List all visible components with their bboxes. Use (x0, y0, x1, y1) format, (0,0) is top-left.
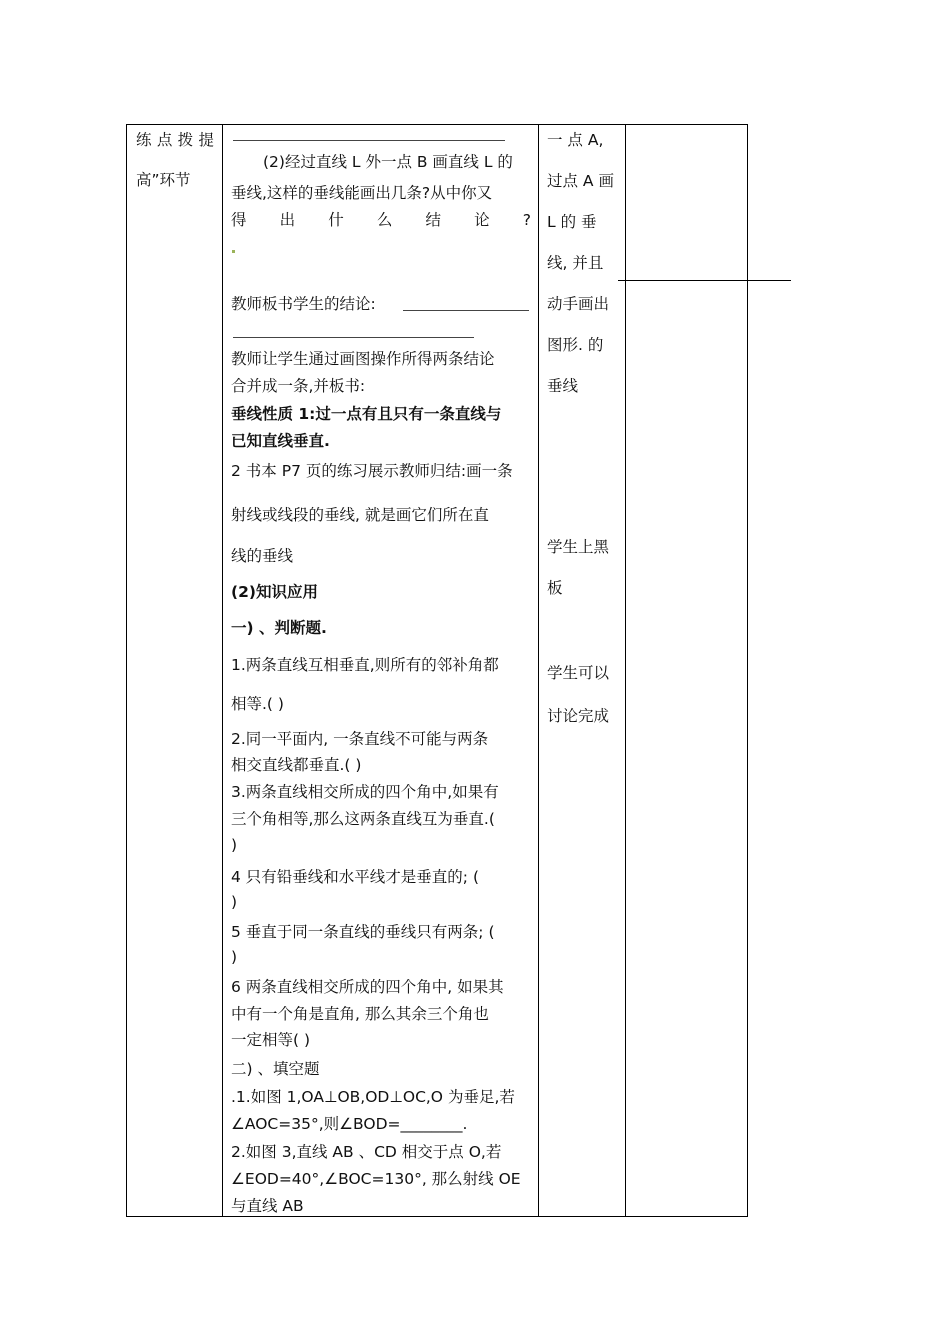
ink-speck (232, 250, 235, 253)
q2-line3: 得 出 什 么 结 论 ? (231, 211, 531, 229)
board-label: 教师板书学生的结论: (231, 295, 376, 313)
student-a-line5: 动手画出 (547, 295, 610, 313)
application-heading: (2)知识应用 (231, 583, 318, 601)
student-c-line1: 学生可以 (547, 664, 610, 682)
student-a-line7: 垂线 (547, 377, 579, 395)
student-a-line1: 一 点 A, (547, 131, 604, 149)
judge-item-1-cont: 相等.( ) (231, 695, 284, 713)
judge-item-3: 3.两条直线相交所成的四个角中,如果有 (231, 783, 499, 801)
judge-item-6-cont: 中有一个角是直角, 那么其余三个角也 (231, 1005, 489, 1023)
notes-cell (626, 125, 747, 1216)
practice-line1: 2 书本 P7 页的练习展示教师归结:画一条 (231, 462, 513, 480)
judge-item-4: 4 只有铅垂线和水平线才是垂直的; ( (231, 868, 479, 886)
judge-item-6: 6 两条直线相交所成的四个角中, 如果其 (231, 978, 504, 996)
fill-item-2: 2.如图 3,直线 AB 、CD 相交于点 O,若 (231, 1143, 502, 1161)
section-label-cell (127, 125, 222, 1216)
property-line1: 垂线性质 1:过一点有且只有一条直线与 (231, 405, 502, 423)
judge-item-3-cont: 三个角相等,那么这两条直线互为垂直.( (231, 810, 495, 828)
student-activity-cell (539, 125, 625, 1216)
student-a-line4: 线, 并且 (547, 254, 604, 272)
practice-line2: 射线或线段的垂线, 就是画它们所在直 (231, 506, 489, 524)
judge-item-5-cont: ) (231, 948, 238, 966)
fill-heading: 二) 、填空题 (231, 1060, 320, 1078)
judge-item-3-cont2: ) (231, 836, 238, 854)
judge-heading: 一) 、判断题. (231, 619, 327, 637)
lesson-table (126, 124, 748, 1217)
student-a-line2: 过点 A 画 (547, 172, 614, 190)
judge-item-2: 2.同一平面内, 一条直线不可能与两条 (231, 730, 489, 748)
section-label-line1: 练 点 拨 提 (136, 131, 214, 149)
q2-line2: 垂线,这样的垂线能画出几条?从中你又 (231, 184, 493, 202)
fill-item-2-cont2: 与直线 AB (231, 1197, 304, 1215)
stray-horizontal-line (618, 280, 791, 281)
judge-item-5: 5 垂直于同一条直线的垂线只有两条; ( (231, 923, 495, 941)
judge-item-2-cont: 相交直线都垂直.( ) (231, 756, 362, 774)
practice-line3: 线的垂线 (231, 547, 294, 565)
section-label-line2: 高”环节 (136, 171, 191, 189)
student-a-line3: L 的 垂 (547, 213, 597, 231)
student-b-line1: 学生上黑 (547, 538, 610, 556)
student-a-line6: 图形. 的 (547, 336, 604, 354)
board-blank-line-2 (233, 337, 474, 338)
judge-item-6-cont2: 一定相等( ) (231, 1031, 311, 1049)
student-b-line2: 板 (547, 579, 563, 597)
board-blank-line (403, 310, 529, 311)
fill-item-1-cont: ∠AOC=35°,则∠BOD=________. (231, 1115, 468, 1133)
property-line2: 已知直线垂直. (231, 432, 330, 450)
answer-blank-line (233, 140, 505, 141)
fill-item-1: .1.如图 1,OA⊥OB,OD⊥OC,O 为垂足,若 (231, 1088, 515, 1106)
judge-item-1: 1.两条直线互相垂直,则所有的邻补角都 (231, 656, 499, 674)
content-cell (223, 125, 538, 1216)
judge-item-4-cont: ) (231, 893, 238, 911)
student-c-line2: 讨论完成 (547, 707, 610, 725)
merge-line1: 教师让学生通过画图操作所得两条结论 (231, 350, 495, 368)
fill-item-2-cont: ∠EOD=40°,∠BOC=130°, 那么射线 OE (231, 1170, 521, 1188)
q2-line1: (2)经过直线 L 外一点 B 画直线 L 的 (263, 153, 513, 171)
merge-line2: 合并成一条,并板书: (231, 377, 366, 395)
